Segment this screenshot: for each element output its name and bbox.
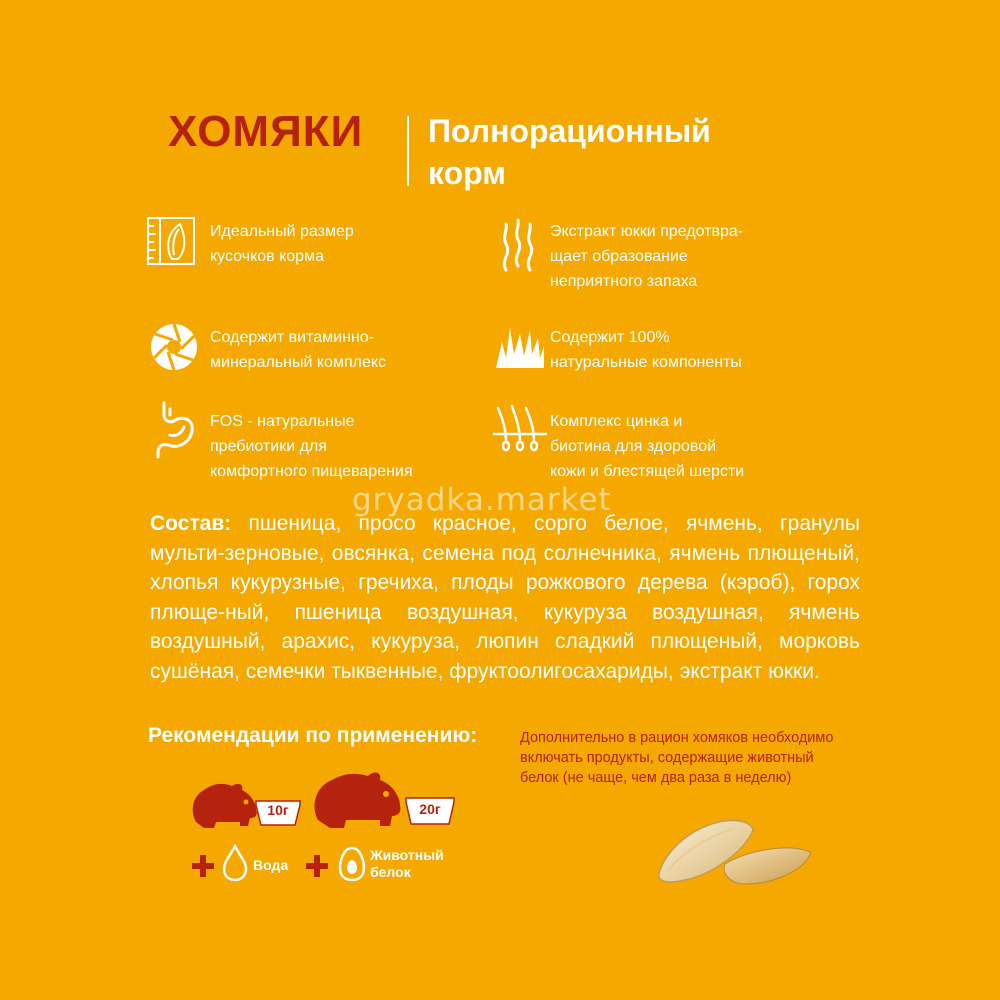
composition-body: пшеница, просо красное, сорго белое, ячмень, гранулы мульти-зерновые, овсянка, семена под солнечника, ячмень плющеный, хлопья кукурузные, гречиха, плоды рожкового дерева (кэроб), горох плюще-ный, пшеница воздушная, кукуруза воздушная, ячмень воздушный, арахис, кукуруза, люпин сладкий плющеный, морковь сушёная, семечки тыквенные, фруктоолигосахариды, экстракт юкки.: [150, 512, 860, 683]
stomach-icon: [150, 401, 196, 459]
grass-icon: [494, 324, 546, 370]
feature-line: минеральный комплекс: [210, 354, 387, 371]
egg-icon: [338, 846, 366, 887]
pumpkin-seeds-image: [655, 812, 815, 895]
plus-icon: [306, 855, 328, 882]
note-line: Дополнительно в рацион хомяков необходимо: [520, 730, 834, 746]
feature-line: кожи и блестящей шерсти: [550, 463, 745, 480]
protein-note: [520, 728, 850, 788]
small-hamster-icon: [188, 782, 260, 835]
feature-line: Комплекс цинка и: [550, 413, 683, 430]
feature-line: Идеальный размер: [210, 223, 354, 240]
feature-line: кусочков корма: [210, 248, 324, 265]
water-label: Вода: [253, 857, 289, 873]
large-portion-label: 20г: [419, 801, 441, 817]
protein-label: [370, 847, 444, 881]
feature-line: натуральные компоненты: [550, 354, 742, 371]
water-drop-icon: [222, 844, 248, 887]
feature-zinc-biotin: [550, 409, 744, 484]
brand-title: ХОМЯКИ: [168, 107, 364, 156]
composition-text: [150, 509, 860, 686]
feature-line: комфортного пищеварения: [210, 463, 413, 480]
watermark: gryadka.market: [352, 482, 612, 518]
subtitle: [428, 110, 828, 194]
header-divider: [407, 116, 409, 186]
feature-line: неприятного запаха: [550, 273, 698, 290]
protein-label-line: Животный: [370, 847, 444, 863]
note-line: белок (не чаще, чем два раза в неделю): [520, 770, 792, 786]
feature-natural: [550, 325, 742, 375]
feature-vitamin: [210, 325, 386, 375]
feature-line: Содержит витаминно-: [210, 329, 374, 346]
subtitle-line-2: корм: [428, 155, 506, 191]
large-hamster-icon: [312, 770, 404, 835]
feature-line: Экстракт юкки предотвра-: [550, 223, 744, 240]
feature-fos: [210, 409, 413, 484]
hair-follicle-icon: [492, 404, 548, 456]
subtitle-line-1: Полнорационный: [428, 113, 711, 149]
feature-line: Содержит 100%: [550, 329, 670, 346]
plus-icon: [192, 855, 214, 882]
feature-line: пребиотики для: [210, 438, 327, 455]
feature-line: биотина для здоровой: [550, 438, 717, 455]
feature-line: щает образование: [550, 248, 688, 265]
composition-label: Состав:: [150, 512, 232, 535]
feature-seed-size: [210, 219, 354, 269]
odor-waves-icon: [498, 218, 538, 274]
vitamin-aperture-icon: [149, 322, 199, 372]
protein-label-line: белок: [370, 864, 411, 880]
small-portion-label: 10г: [267, 802, 289, 818]
feature-odor: [550, 219, 743, 294]
seed-size-icon: [146, 215, 198, 267]
feature-line: FOS - натуральные: [210, 413, 355, 430]
recommendations-title: Рекомендации по применению:: [148, 724, 478, 747]
note-line: включать продукты, содержащие животный: [520, 750, 814, 766]
